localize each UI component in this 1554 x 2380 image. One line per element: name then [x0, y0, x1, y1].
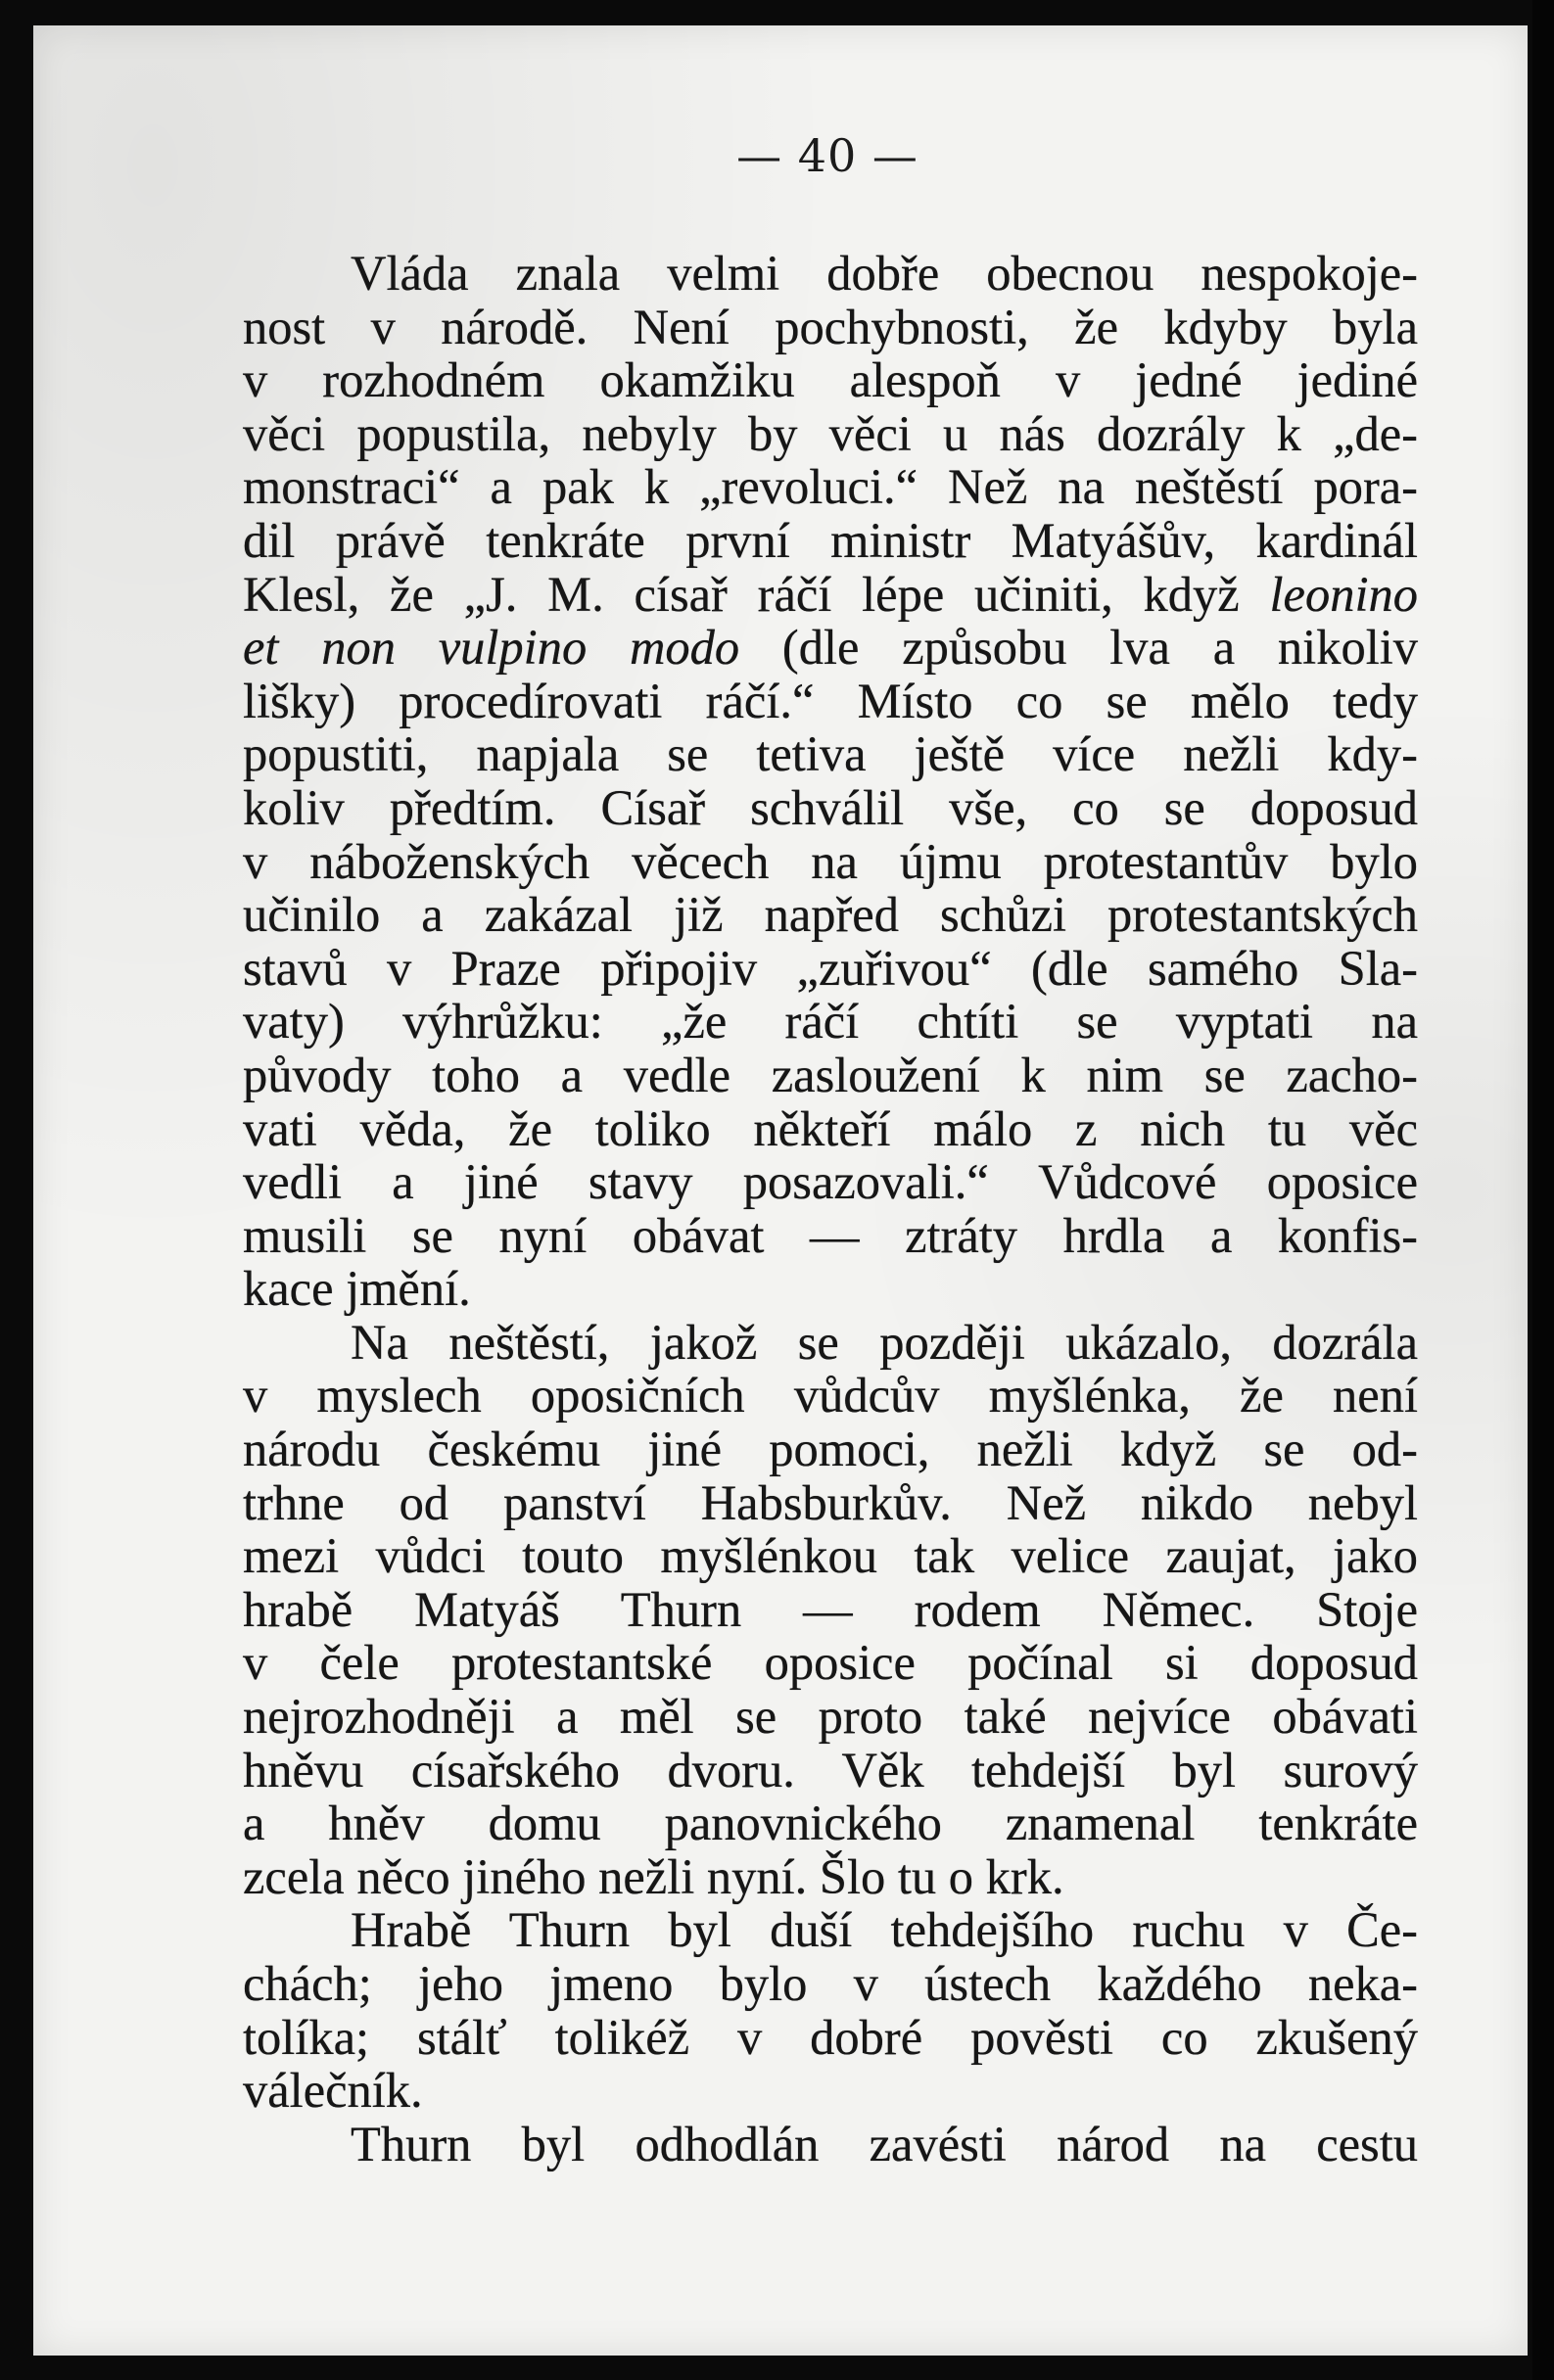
text-line: zcela něco jiného nežli nyní. Šlo tu o krk. [243, 1848, 1064, 1904]
text-line: věci popustila, nebyly by věci u nás dozrály k „de- [243, 405, 1418, 461]
text-line: koliv předtím. Císař schválil vše, co se doposud [243, 779, 1418, 835]
text-line: Vláda znala velmi dobře obecnou nespokoje- [351, 246, 1418, 301]
text-line: nost v národě. Není pochybnosti, že kdyby byla [243, 299, 1418, 354]
text-line: trhne od panství Habsburkův. Než nikdo nebyl [243, 1474, 1418, 1530]
text-run: (dle způsobu lva a nikoliv [739, 620, 1418, 676]
page-number: — 40 — [736, 129, 918, 182]
text-line: a hněv domu panovnického znamenal tenkráte [243, 1796, 1418, 1851]
text-line: v rozhodném okamžiku alespoň v jedné jediné [243, 352, 1418, 408]
text-line: vedli a jiné stavy posazovali.“ Vůdcové oposice [243, 1154, 1418, 1210]
text-line: hrabě Matyáš Thurn — rodem Němec. Stoje [243, 1581, 1418, 1637]
text-line: dil právě tenkráte první ministr Matyášův, kardinál [243, 512, 1418, 568]
text-line: musili se nyní obávat — ztráty hrdla a konfis- [243, 1207, 1418, 1263]
text-line: popustiti, napjala se tetiva ještě více nežli kdy- [243, 726, 1418, 782]
text-line: Na neštěstí, jakož se později ukázalo, dozrála [351, 1314, 1418, 1370]
text-line: nejrozhodněji a měl se proto také nejvíce obávati [243, 1689, 1418, 1745]
text-line: Thurn byl odhodlán zavésti národ na cestu [351, 2116, 1418, 2171]
text-line-mixed [243, 568, 1418, 622]
text-line-mixed [243, 621, 1418, 675]
text-line: lišky) procedírovati ráčí.“ Místo co se mělo tedy [243, 673, 1418, 728]
text-line: válečník. [243, 2063, 423, 2119]
text-line: v myslech oposičních vůdcův myšlénka, že není [243, 1368, 1418, 1423]
text-line: stavů v Praze připojiv „zuřivou“ (dle samého Sla- [243, 940, 1418, 996]
text-line: učinilo a zakázal již napřed schůzi protestantských [243, 887, 1418, 943]
text-line: v čele protestantské oposice počínal si doposud [243, 1635, 1418, 1691]
page-edge-shadow [1532, 0, 1554, 2380]
text-line: původy toho a vedle zasloužení k nim se zacho- [243, 1047, 1418, 1102]
text-line: vati věda, že toliko někteří málo z nich tu věc [243, 1100, 1418, 1156]
italic-run: leonino [1269, 566, 1418, 622]
text-line: v náboženských věcech na újmu protestantův bylo [243, 833, 1418, 889]
text-line: národu českému jiné pomoci, nežli když se od- [243, 1422, 1418, 1477]
text-line: tolíka; stálť tolikéž v dobré pověsti co zkušený [243, 2009, 1418, 2065]
text-line: Hrabě Thurn byl duší tehdejšího ruchu v Če- [351, 1902, 1418, 1958]
text-line: monstraci“ a pak k „revoluci.“ Než na neštěstí pora- [243, 459, 1418, 515]
italic-run: et non vulpino modo [243, 620, 740, 676]
text-line: mezi vůdci touto myšlénkou tak velice zaujat, jako [243, 1528, 1418, 1584]
text-line: chách; jeho jmeno bylo v ústech každého neka- [243, 1956, 1418, 2011]
text-run: Klesl, že „J. M. císař ráčí lépe učiniti, když [243, 566, 1270, 622]
text-line: hněvu císařského dvoru. Věk tehdejší byl surový [243, 1742, 1418, 1797]
text-line: kace jmění. [243, 1261, 471, 1317]
body-text [243, 247, 1418, 2170]
text-line: vaty) výhrůžku: „že ráčí chtíti se vyptati na [243, 994, 1418, 1050]
